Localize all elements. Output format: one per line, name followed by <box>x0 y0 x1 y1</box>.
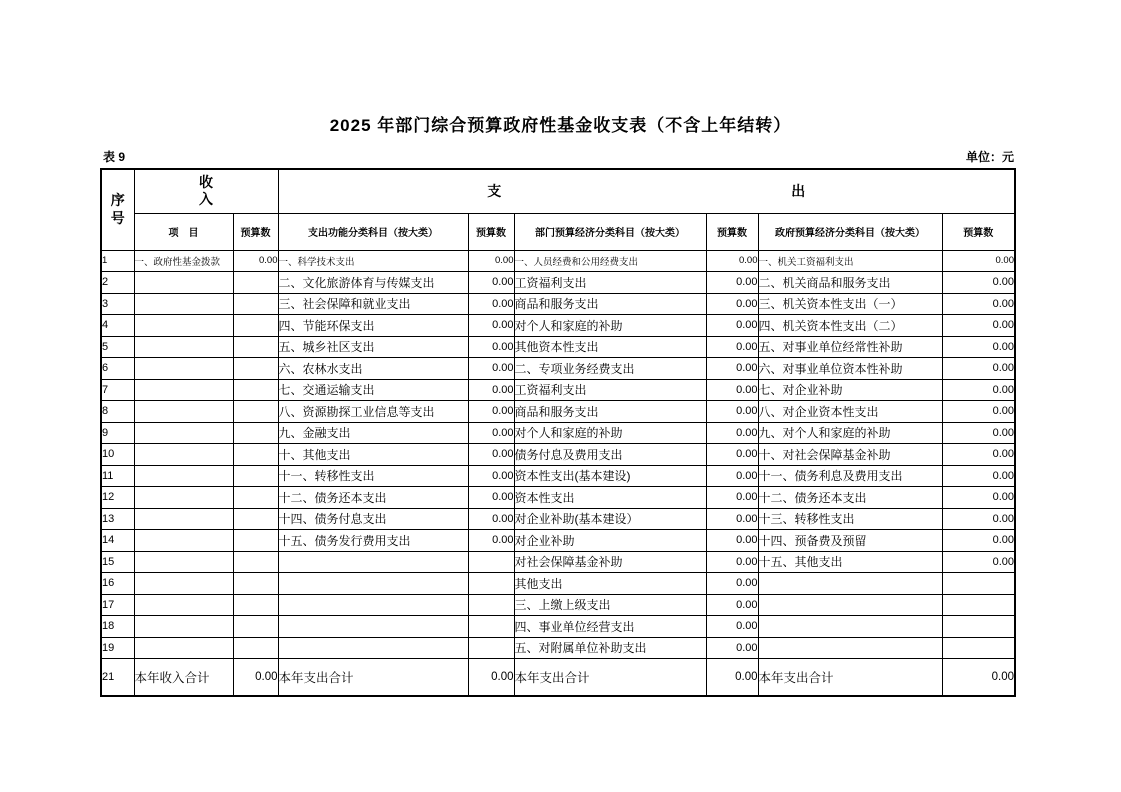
header-income-group <box>134 169 278 213</box>
table-row <box>101 530 1015 552</box>
seq-cell: 3 <box>101 293 134 315</box>
table-row <box>101 315 1015 337</box>
func-item-cell <box>278 594 468 616</box>
dept-value-cell: 0.00 <box>706 379 758 401</box>
gov-item-cell: 二、机关商品和服务支出 <box>758 272 942 294</box>
income-value-cell <box>233 379 278 401</box>
income-value-cell <box>233 530 278 552</box>
dept-item-cell: 四、事业单位经营支出 <box>514 616 706 638</box>
seq-cell: 2 <box>101 272 134 294</box>
table-row <box>101 594 1015 616</box>
gov-value-cell: 0.00 <box>942 250 1015 272</box>
income-item-cell <box>134 530 233 552</box>
dept-item-cell: 债务付息及费用支出 <box>514 444 706 466</box>
dept-item-cell: 工资福利支出 <box>514 379 706 401</box>
dept-item-cell: 对个人和家庭的补助 <box>514 422 706 444</box>
func-value-cell: 0.00 <box>468 508 514 530</box>
income-item-cell: 本年收入合计 <box>134 659 233 696</box>
table-body <box>101 250 1015 696</box>
func-item-cell: 三、社会保障和就业支出 <box>278 293 468 315</box>
func-value-cell: 0.00 <box>468 250 514 272</box>
dept-item-cell: 对社会保障基金补助 <box>514 551 706 573</box>
gov-item-cell <box>758 594 942 616</box>
table-row <box>101 551 1015 573</box>
func-item-cell: 九、金融支出 <box>278 422 468 444</box>
dept-item-cell: 对企业补助 <box>514 530 706 552</box>
table-row <box>101 508 1015 530</box>
budget-table <box>100 168 1016 697</box>
seq-cell: 18 <box>101 616 134 638</box>
income-value-cell <box>233 616 278 638</box>
dept-value-cell: 0.00 <box>706 401 758 423</box>
dept-item-cell: 一、人员经费和公用经费支出 <box>514 250 706 272</box>
dept-item-cell: 商品和服务支出 <box>514 293 706 315</box>
func-value-cell: 0.00 <box>468 315 514 337</box>
gov-item-cell <box>758 573 942 595</box>
income-value-cell <box>233 508 278 530</box>
dept-item-cell: 其他支出 <box>514 573 706 595</box>
seq-cell: 1 <box>101 250 134 272</box>
income-item-cell <box>134 616 233 638</box>
income-value-cell: 0.00 <box>233 659 278 696</box>
gov-item-cell: 四、机关资本性支出（二） <box>758 315 942 337</box>
income-item-cell <box>134 465 233 487</box>
seq-cell: 13 <box>101 508 134 530</box>
dept-item-cell: 商品和服务支出 <box>514 401 706 423</box>
func-item-cell: 一、科学技术支出 <box>278 250 468 272</box>
gov-item-cell: 十、对社会保障基金补助 <box>758 444 942 466</box>
income-item-cell <box>134 508 233 530</box>
table-row <box>101 573 1015 595</box>
income-item-cell <box>134 487 233 509</box>
seq-cell: 19 <box>101 637 134 659</box>
dept-item-cell: 资本性支出 <box>514 487 706 509</box>
dept-item-cell: 三、上缴上级支出 <box>514 594 706 616</box>
gov-value-cell: 0.00 <box>942 293 1015 315</box>
table-row <box>101 401 1015 423</box>
func-value-cell: 0.00 <box>468 530 514 552</box>
func-item-cell: 五、城乡社区支出 <box>278 336 468 358</box>
dept-value-cell: 0.00 <box>706 272 758 294</box>
dept-value-cell: 0.00 <box>706 508 758 530</box>
gov-value-cell: 0.00 <box>942 272 1015 294</box>
income-item-cell <box>134 573 233 595</box>
seq-cell: 4 <box>101 315 134 337</box>
header-gov-budget: 预算数 <box>942 213 1015 250</box>
header-dept-budget: 预算数 <box>706 213 758 250</box>
unit-label: 单位：元 <box>965 150 1014 164</box>
gov-value-cell <box>942 594 1015 616</box>
seq-cell: 6 <box>101 358 134 380</box>
dept-value-cell: 0.00 <box>706 250 758 272</box>
dept-item-cell: 资本性支出(基本建设) <box>514 465 706 487</box>
gov-item-cell: 七、对企业补助 <box>758 379 942 401</box>
gov-value-cell <box>942 637 1015 659</box>
income-item-cell <box>134 293 233 315</box>
income-value-cell <box>233 444 278 466</box>
seq-cell: 5 <box>101 336 134 358</box>
dept-item-cell: 对个人和家庭的补助 <box>514 315 706 337</box>
func-value-cell <box>468 594 514 616</box>
gov-item-cell: 十二、债务还本支出 <box>758 487 942 509</box>
gov-item-cell: 本年支出合计 <box>758 659 942 696</box>
table-number-label: 表 9 <box>103 150 126 164</box>
gov-value-cell: 0.00 <box>942 530 1015 552</box>
func-item-cell: 十一、转移性支出 <box>278 465 468 487</box>
gov-item-cell: 十一、债务利息及费用支出 <box>758 465 942 487</box>
func-value-cell <box>468 573 514 595</box>
income-value-cell <box>233 401 278 423</box>
gov-value-cell: 0.00 <box>942 336 1015 358</box>
gov-item-cell: 六、对事业单位资本性补助 <box>758 358 942 380</box>
func-value-cell: 0.00 <box>468 336 514 358</box>
dept-item-cell: 工资福利支出 <box>514 272 706 294</box>
func-value-cell: 0.00 <box>468 358 514 380</box>
func-item-cell: 本年支出合计 <box>278 659 468 696</box>
dept-item-cell: 本年支出合计 <box>514 659 706 696</box>
seq-cell: 10 <box>101 444 134 466</box>
header-expense-char2: 出 <box>791 182 806 199</box>
func-value-cell: 0.00 <box>468 293 514 315</box>
table-row <box>101 293 1015 315</box>
func-value-cell: 0.00 <box>468 379 514 401</box>
func-value-cell: 0.00 <box>468 422 514 444</box>
table-row <box>101 336 1015 358</box>
seq-cell: 11 <box>101 465 134 487</box>
gov-value-cell: 0.00 <box>942 422 1015 444</box>
table-row <box>101 487 1015 509</box>
income-value-cell <box>233 551 278 573</box>
gov-value-cell: 0.00 <box>942 401 1015 423</box>
func-item-cell: 十四、债务付息支出 <box>278 508 468 530</box>
income-value-cell <box>233 336 278 358</box>
gov-value-cell <box>942 573 1015 595</box>
table-row <box>101 659 1015 696</box>
header-seq <box>101 169 134 250</box>
income-item-cell <box>134 379 233 401</box>
gov-item-cell: 十五、其他支出 <box>758 551 942 573</box>
dept-item-cell: 其他资本性支出 <box>514 336 706 358</box>
income-value-cell <box>233 594 278 616</box>
dept-value-cell: 0.00 <box>706 551 758 573</box>
gov-item-cell: 一、机关工资福利支出 <box>758 250 942 272</box>
gov-item-cell <box>758 637 942 659</box>
table-row <box>101 616 1015 638</box>
func-item-cell <box>278 551 468 573</box>
gov-value-cell: 0.00 <box>942 444 1015 466</box>
income-value-cell: 0.00 <box>233 250 278 272</box>
header-income-line2: 入 <box>199 191 213 208</box>
income-item-cell <box>134 315 233 337</box>
func-value-cell: 0.00 <box>468 487 514 509</box>
gov-item-cell: 五、对事业单位经常性补助 <box>758 336 942 358</box>
gov-value-cell: 0.00 <box>942 465 1015 487</box>
seq-cell: 17 <box>101 594 134 616</box>
income-item-cell <box>134 637 233 659</box>
income-value-cell <box>233 315 278 337</box>
seq-cell: 14 <box>101 530 134 552</box>
header-income-line1: 收 <box>199 173 213 190</box>
func-item-cell: 六、农林水支出 <box>278 358 468 380</box>
dept-value-cell: 0.00 <box>706 637 758 659</box>
func-value-cell: 0.00 <box>468 272 514 294</box>
func-value-cell: 0.00 <box>468 659 514 696</box>
gov-value-cell: 0.00 <box>942 551 1015 573</box>
dept-value-cell: 0.00 <box>706 530 758 552</box>
dept-item-cell: 五、对附属单位补助支出 <box>514 637 706 659</box>
table-row <box>101 444 1015 466</box>
func-item-cell: 八、资源勘探工业信息等支出 <box>278 401 468 423</box>
gov-item-cell: 九、对个人和家庭的补助 <box>758 422 942 444</box>
table-row <box>101 250 1015 272</box>
func-value-cell: 0.00 <box>468 465 514 487</box>
gov-item-cell: 十四、预备费及预留 <box>758 530 942 552</box>
dept-value-cell: 0.00 <box>706 358 758 380</box>
func-value-cell: 0.00 <box>468 444 514 466</box>
table-row <box>101 637 1015 659</box>
header-gov-category: 政府预算经济分类科目（按大类） <box>758 213 942 250</box>
table-row <box>101 465 1015 487</box>
income-item-cell <box>134 444 233 466</box>
func-value-cell: 0.00 <box>468 401 514 423</box>
dept-value-cell: 0.00 <box>706 487 758 509</box>
func-value-cell <box>468 551 514 573</box>
table-row <box>101 358 1015 380</box>
income-value-cell <box>233 465 278 487</box>
func-item-cell: 七、交通运输支出 <box>278 379 468 401</box>
income-value-cell <box>233 358 278 380</box>
income-item-cell <box>134 272 233 294</box>
table-header <box>101 169 1015 250</box>
func-item-cell: 十五、债务发行费用支出 <box>278 530 468 552</box>
seq-cell: 12 <box>101 487 134 509</box>
header-expense-char1: 支 <box>487 182 502 199</box>
income-value-cell <box>233 272 278 294</box>
header-seq-line2: 号 <box>110 209 125 226</box>
table-row <box>101 422 1015 444</box>
gov-item-cell: 十三、转移性支出 <box>758 508 942 530</box>
income-item-cell <box>134 336 233 358</box>
gov-value-cell: 0.00 <box>942 379 1015 401</box>
gov-value-cell: 0.00 <box>942 358 1015 380</box>
dept-value-cell: 0.00 <box>706 573 758 595</box>
gov-value-cell: 0.00 <box>942 487 1015 509</box>
header-seq-line1: 序 <box>110 192 125 209</box>
seq-cell: 21 <box>101 659 134 696</box>
func-item-cell <box>278 616 468 638</box>
gov-item-cell <box>758 616 942 638</box>
seq-cell: 9 <box>101 422 134 444</box>
seq-cell: 8 <box>101 401 134 423</box>
header-item: 项 目 <box>134 213 233 250</box>
header-func-category: 支出功能分类科目（按大类） <box>278 213 468 250</box>
seq-cell: 15 <box>101 551 134 573</box>
func-value-cell <box>468 637 514 659</box>
func-item-cell: 四、节能环保支出 <box>278 315 468 337</box>
gov-value-cell: 0.00 <box>942 659 1015 696</box>
income-value-cell <box>233 422 278 444</box>
dept-item-cell: 二、专项业务经费支出 <box>514 358 706 380</box>
header-expense-group <box>278 169 1015 213</box>
income-value-cell <box>233 293 278 315</box>
gov-item-cell: 八、对企业资本性支出 <box>758 401 942 423</box>
dept-value-cell: 0.00 <box>706 315 758 337</box>
gov-value-cell <box>942 616 1015 638</box>
income-item-cell: 一、政府性基金拨款 <box>134 250 233 272</box>
seq-cell: 16 <box>101 573 134 595</box>
dept-value-cell: 0.00 <box>706 336 758 358</box>
func-value-cell <box>468 616 514 638</box>
header-func-budget: 预算数 <box>468 213 514 250</box>
income-item-cell <box>134 422 233 444</box>
dept-value-cell: 0.00 <box>706 659 758 696</box>
seq-cell: 7 <box>101 379 134 401</box>
income-item-cell <box>134 594 233 616</box>
func-item-cell: 二、文化旅游体育与传媒支出 <box>278 272 468 294</box>
header-income-budget: 预算数 <box>233 213 278 250</box>
func-item-cell <box>278 573 468 595</box>
page-title: 2025 年部门综合预算政府性基金收支表（不含上年结转） <box>329 116 792 135</box>
header-dept-category: 部门预算经济分类科目（按大类） <box>514 213 706 250</box>
dept-value-cell: 0.00 <box>706 444 758 466</box>
dept-value-cell: 0.00 <box>706 293 758 315</box>
gov-value-cell: 0.00 <box>942 315 1015 337</box>
func-item-cell: 十二、债务还本支出 <box>278 487 468 509</box>
income-value-cell <box>233 573 278 595</box>
gov-value-cell: 0.00 <box>942 508 1015 530</box>
func-item-cell: 十、其他支出 <box>278 444 468 466</box>
income-value-cell <box>233 637 278 659</box>
table-row <box>101 379 1015 401</box>
income-item-cell <box>134 358 233 380</box>
dept-value-cell: 0.00 <box>706 465 758 487</box>
income-item-cell <box>134 551 233 573</box>
income-value-cell <box>233 487 278 509</box>
dept-value-cell: 0.00 <box>706 616 758 638</box>
table-row <box>101 272 1015 294</box>
dept-value-cell: 0.00 <box>706 422 758 444</box>
dept-value-cell: 0.00 <box>706 594 758 616</box>
dept-item-cell: 对企业补助(基本建设） <box>514 508 706 530</box>
income-item-cell <box>134 401 233 423</box>
gov-item-cell: 三、机关资本性支出（一） <box>758 293 942 315</box>
func-item-cell <box>278 637 468 659</box>
